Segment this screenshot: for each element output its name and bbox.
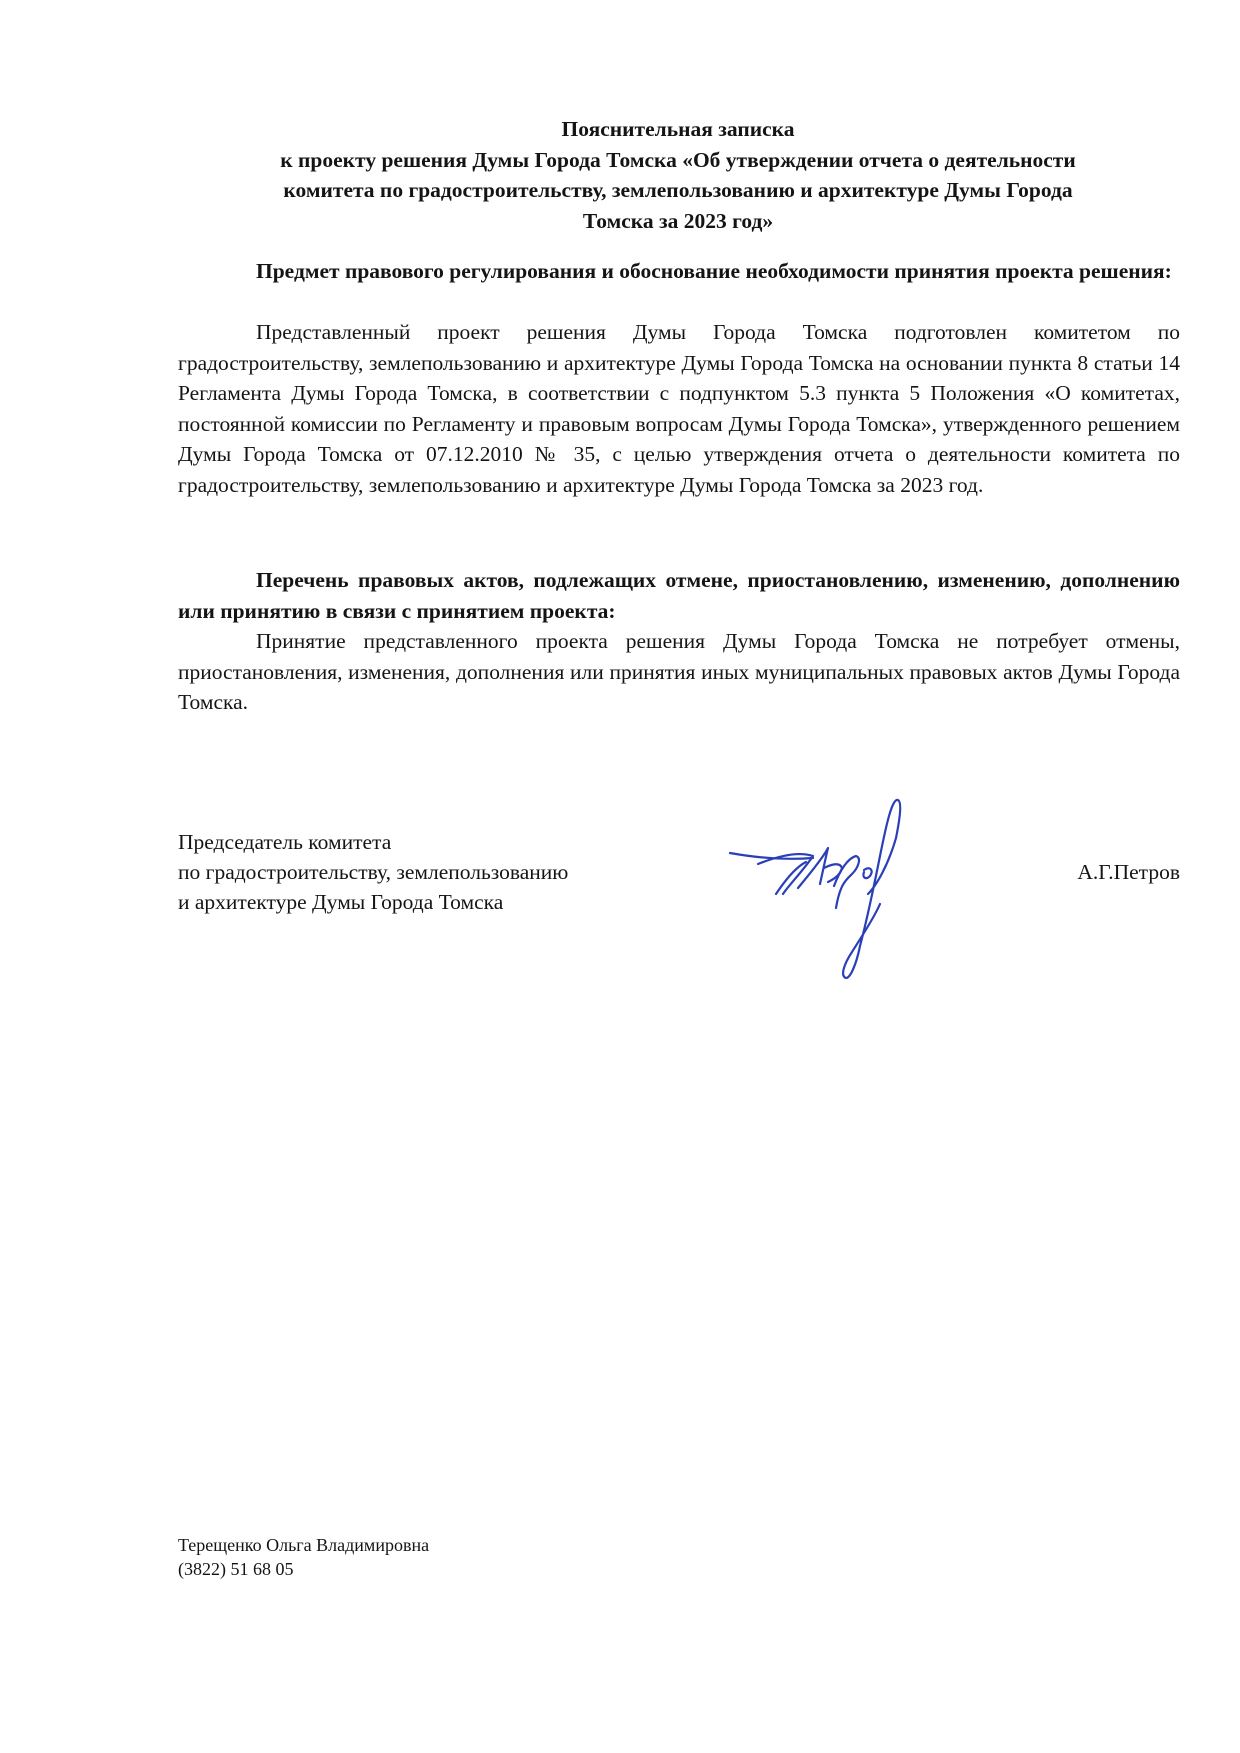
section2-body: Принятие представленного проекта решения Думы Города Томска не потребует отмены, приостановления, изменения, дополнения или принятия иных муниципальных правовых актов Думы Города Томска. (178, 629, 1180, 714)
signatory-position (178, 827, 568, 917)
contact-name: Терещенко Ольга Владимировна (178, 1535, 430, 1555)
position-line-1: Председатель комитета (178, 830, 392, 854)
signature-stroke (843, 800, 900, 978)
contact-phone: (3822) 51 68 05 (178, 1559, 294, 1579)
signature-stroke (758, 854, 813, 894)
position-line-3: и архитектуре Думы Города Томска (178, 890, 504, 914)
title-line-4: Томска за 2023 год» (582, 208, 774, 233)
title-line-1: Пояснительная записка (561, 117, 795, 141)
document-title (178, 114, 1178, 236)
signature-stroke (863, 868, 871, 878)
contact-info (178, 1533, 429, 1581)
title-line-2: к проекту решения Думы Города Томска «Об утверждении отчета о деятельности (280, 147, 1076, 172)
section1-body: Представленный проект решения Думы Города Томска подготовлен комитетом по градостроительству, землепользованию и архитектуре Думы Города Томска на основании пункта 8 статьи 14 Регламента Думы Города Томска, в соответствии с подпунктом 5.3 пункта 5 Положения «О комитетах, постоянной комиссии по Регламенту и правовым вопросам Думы Города Томска», утвержденного решением Думы Города Томска от 07.12.2010 № 35, с целью утверждения отчета о деятельности комитета по градостроительству, землепользованию и архитектуре Думы Города Томска за 2023 год. (178, 320, 1180, 497)
handwritten-signature (728, 796, 948, 986)
title-line-3: комитета по градостроительству, землепользованию и архитектуре Думы Города (283, 178, 1073, 202)
position-line-2: по градостроительству, землепользованию (178, 860, 569, 884)
section1-heading: Предмет правового регулирования и обоснование необходимости принятия проекта решения: (256, 259, 1172, 283)
signature-stroke (776, 862, 806, 894)
section2-heading: Перечень правовых актов, подлежащих отмене, приостановлению, изменению, дополнению или принятию в связи с принятием проекта: (178, 568, 1180, 623)
signatory-name: А.Г.Петров (1077, 860, 1180, 884)
